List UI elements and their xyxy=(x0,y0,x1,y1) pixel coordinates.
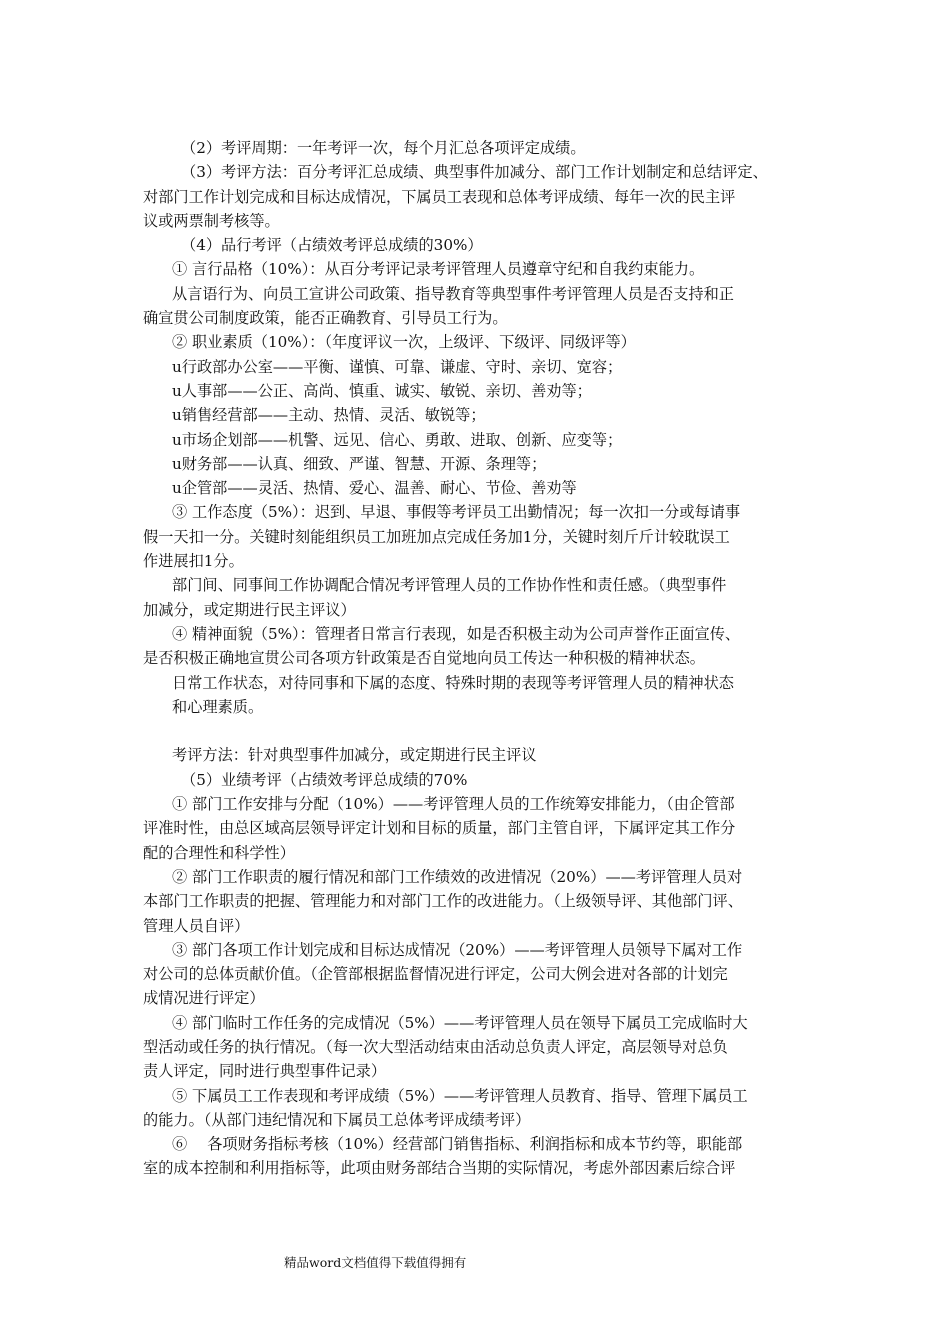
list-item: u市场企划部——机警、远见、信心、勇敢、进取、创新、应变等； xyxy=(172,430,623,449)
text-line: ④ 部门临时工作任务的完成情况（5%）——考评管理人员在领导下属员工完成临时大 xyxy=(172,1013,748,1032)
document-body xyxy=(143,136,823,1181)
list-item: u销售经营部——主动、热情、灵活、敏锐等； xyxy=(172,406,486,425)
text-line: 成情况进行评定） xyxy=(143,989,265,1008)
text-line: 从言语行为、向员工宣讲公司政策、指导教育等典型事件考评管理人员是否支持和正 xyxy=(172,284,734,303)
page-footer: 精品word文档值得下载值得拥有 xyxy=(284,1255,467,1270)
text-line: 日常工作状态，对待同事和下属的态度、特殊时期的表现等考评管理人员的精神状态 xyxy=(172,673,734,692)
text-line: ② 职业素质（10%）：（年度评议一次，上级评、下级评、同级评等） xyxy=(172,333,636,352)
list-item: u企管部——灵活、热情、爱心、温善、耐心、节俭、善劝等 xyxy=(172,479,577,498)
text-line: 配的合理性和科学性） xyxy=(143,843,295,862)
blank-line xyxy=(143,719,823,743)
text-line: ③ 工作态度（5%）：迟到、早退、事假等考评员工出勤情况；每一次扣一分或每请事 xyxy=(172,503,741,522)
text-line: 对公司的总体贡献价值。（企管部根据监督情况进行评定，公司大例会进对各部的计划完 xyxy=(143,965,728,984)
text-line: 管理人员自评） xyxy=(143,916,250,935)
text-line: 型活动或任务的执行情况。（每一次大型活动结束由活动总负责人评定，高层领导对总负 xyxy=(143,1037,728,1056)
list-item: u财务部——认真、细致、严谨、智慧、开源、条理等； xyxy=(172,454,547,473)
text-line: （2）考评周期：一年考评一次，每个月汇总各项评定成绩。 xyxy=(181,139,586,157)
text-line: （5）业绩考评（占绩效考评总成绩的70% xyxy=(181,770,468,789)
text-line: ⑤ 下属员工工作表现和考评成绩（5%）——考评管理人员教育、指导、管理下属员工 xyxy=(172,1086,748,1105)
text-line: 的能力。（从部门违纪情况和下属员工总体考评成绩考评） xyxy=(143,1110,531,1129)
text-line: 是否积极正确地宣贯公司各项方针政策是否自觉地向员工传达一种积极的精神状态。 xyxy=(143,649,705,668)
text-line: ① 部门工作安排与分配（10%）——考评管理人员的工作统筹安排能力，（由企管部 xyxy=(172,795,735,814)
text-line: （3）考评方法：百分考评汇总成绩、典型事件加减分、部门工作计划制定和总结评定、 xyxy=(181,163,768,182)
list-item: u行政部办公室——平衡、谨慎、可靠、谦虚、守时、亲切、宽容； xyxy=(172,357,623,376)
text-line: 部门间、同事间工作协调配合情况考评管理人员的工作协作性和责任感。（典型事件 xyxy=(172,576,727,595)
text-line: 假一天扣一分。关键时刻能组织员工加班加点完成任务加1分，关键时刻斤斤计较耽误工 xyxy=(143,527,730,546)
list-item: u人事部——公正、高尚、慎重、诚实、敏锐、亲切、善劝等； xyxy=(172,381,592,400)
text-line: ⑥ 各项财务指标考核（10%）经营部门销售指标、利润指标和成本节约等，职能部 xyxy=(172,1135,743,1154)
text-line: 本部门工作职责的把握、管理能力和对部门工作的改进能力。（上级领导评、其他部门评、 xyxy=(143,892,743,911)
text-line: ③ 部门各项工作计划完成和目标达成情况（20%）——考评管理人员领导下属对工作 xyxy=(172,940,743,959)
text-line: 和心理素质。 xyxy=(172,697,264,716)
text-line: ① 言行品格（10%）：从百分考评记录考评管理人员遵章守纪和自我约束能力。 xyxy=(172,260,705,279)
text-line: 加减分，或定期进行民主评议） xyxy=(143,600,356,619)
text-line: 作进展扣1分。 xyxy=(143,552,244,571)
text-line: ④ 精神面貌（5%）：管理者日常言行表现，如是否积极主动为公司声誉作正面宣传、 xyxy=(172,624,741,643)
text-line: 确宣贯公司制度政策，能否正确教育、引导员工行为。 xyxy=(143,309,508,328)
text-line: 责人评定，同时进行典型事件记录） xyxy=(143,1062,386,1081)
text-line: 议或两票制考核等。 xyxy=(143,211,280,230)
text-line: 室的成本控制和利用指标等，此项由财务部结合当期的实际情况，考虑外部因素后综合评 xyxy=(143,1159,736,1178)
text-line: （4）品行考评（占绩效考评总成绩的30%） xyxy=(181,236,483,255)
text-line: 评准时性，由总区域高层领导评定计划和目标的质量，部门主管自评，下属评定其工作分 xyxy=(143,819,736,838)
text-line: 考评方法：针对典型事件加减分，或定期进行民主评议 xyxy=(172,746,537,765)
text-line: 对部门工作计划完成和目标达成情况，下属员工表现和总体考评成绩、每年一次的民主评 xyxy=(143,187,736,206)
text-line: ② 部门工作职责的履行情况和部门工作绩效的改进情况（20%）——考评管理人员对 xyxy=(172,867,743,886)
